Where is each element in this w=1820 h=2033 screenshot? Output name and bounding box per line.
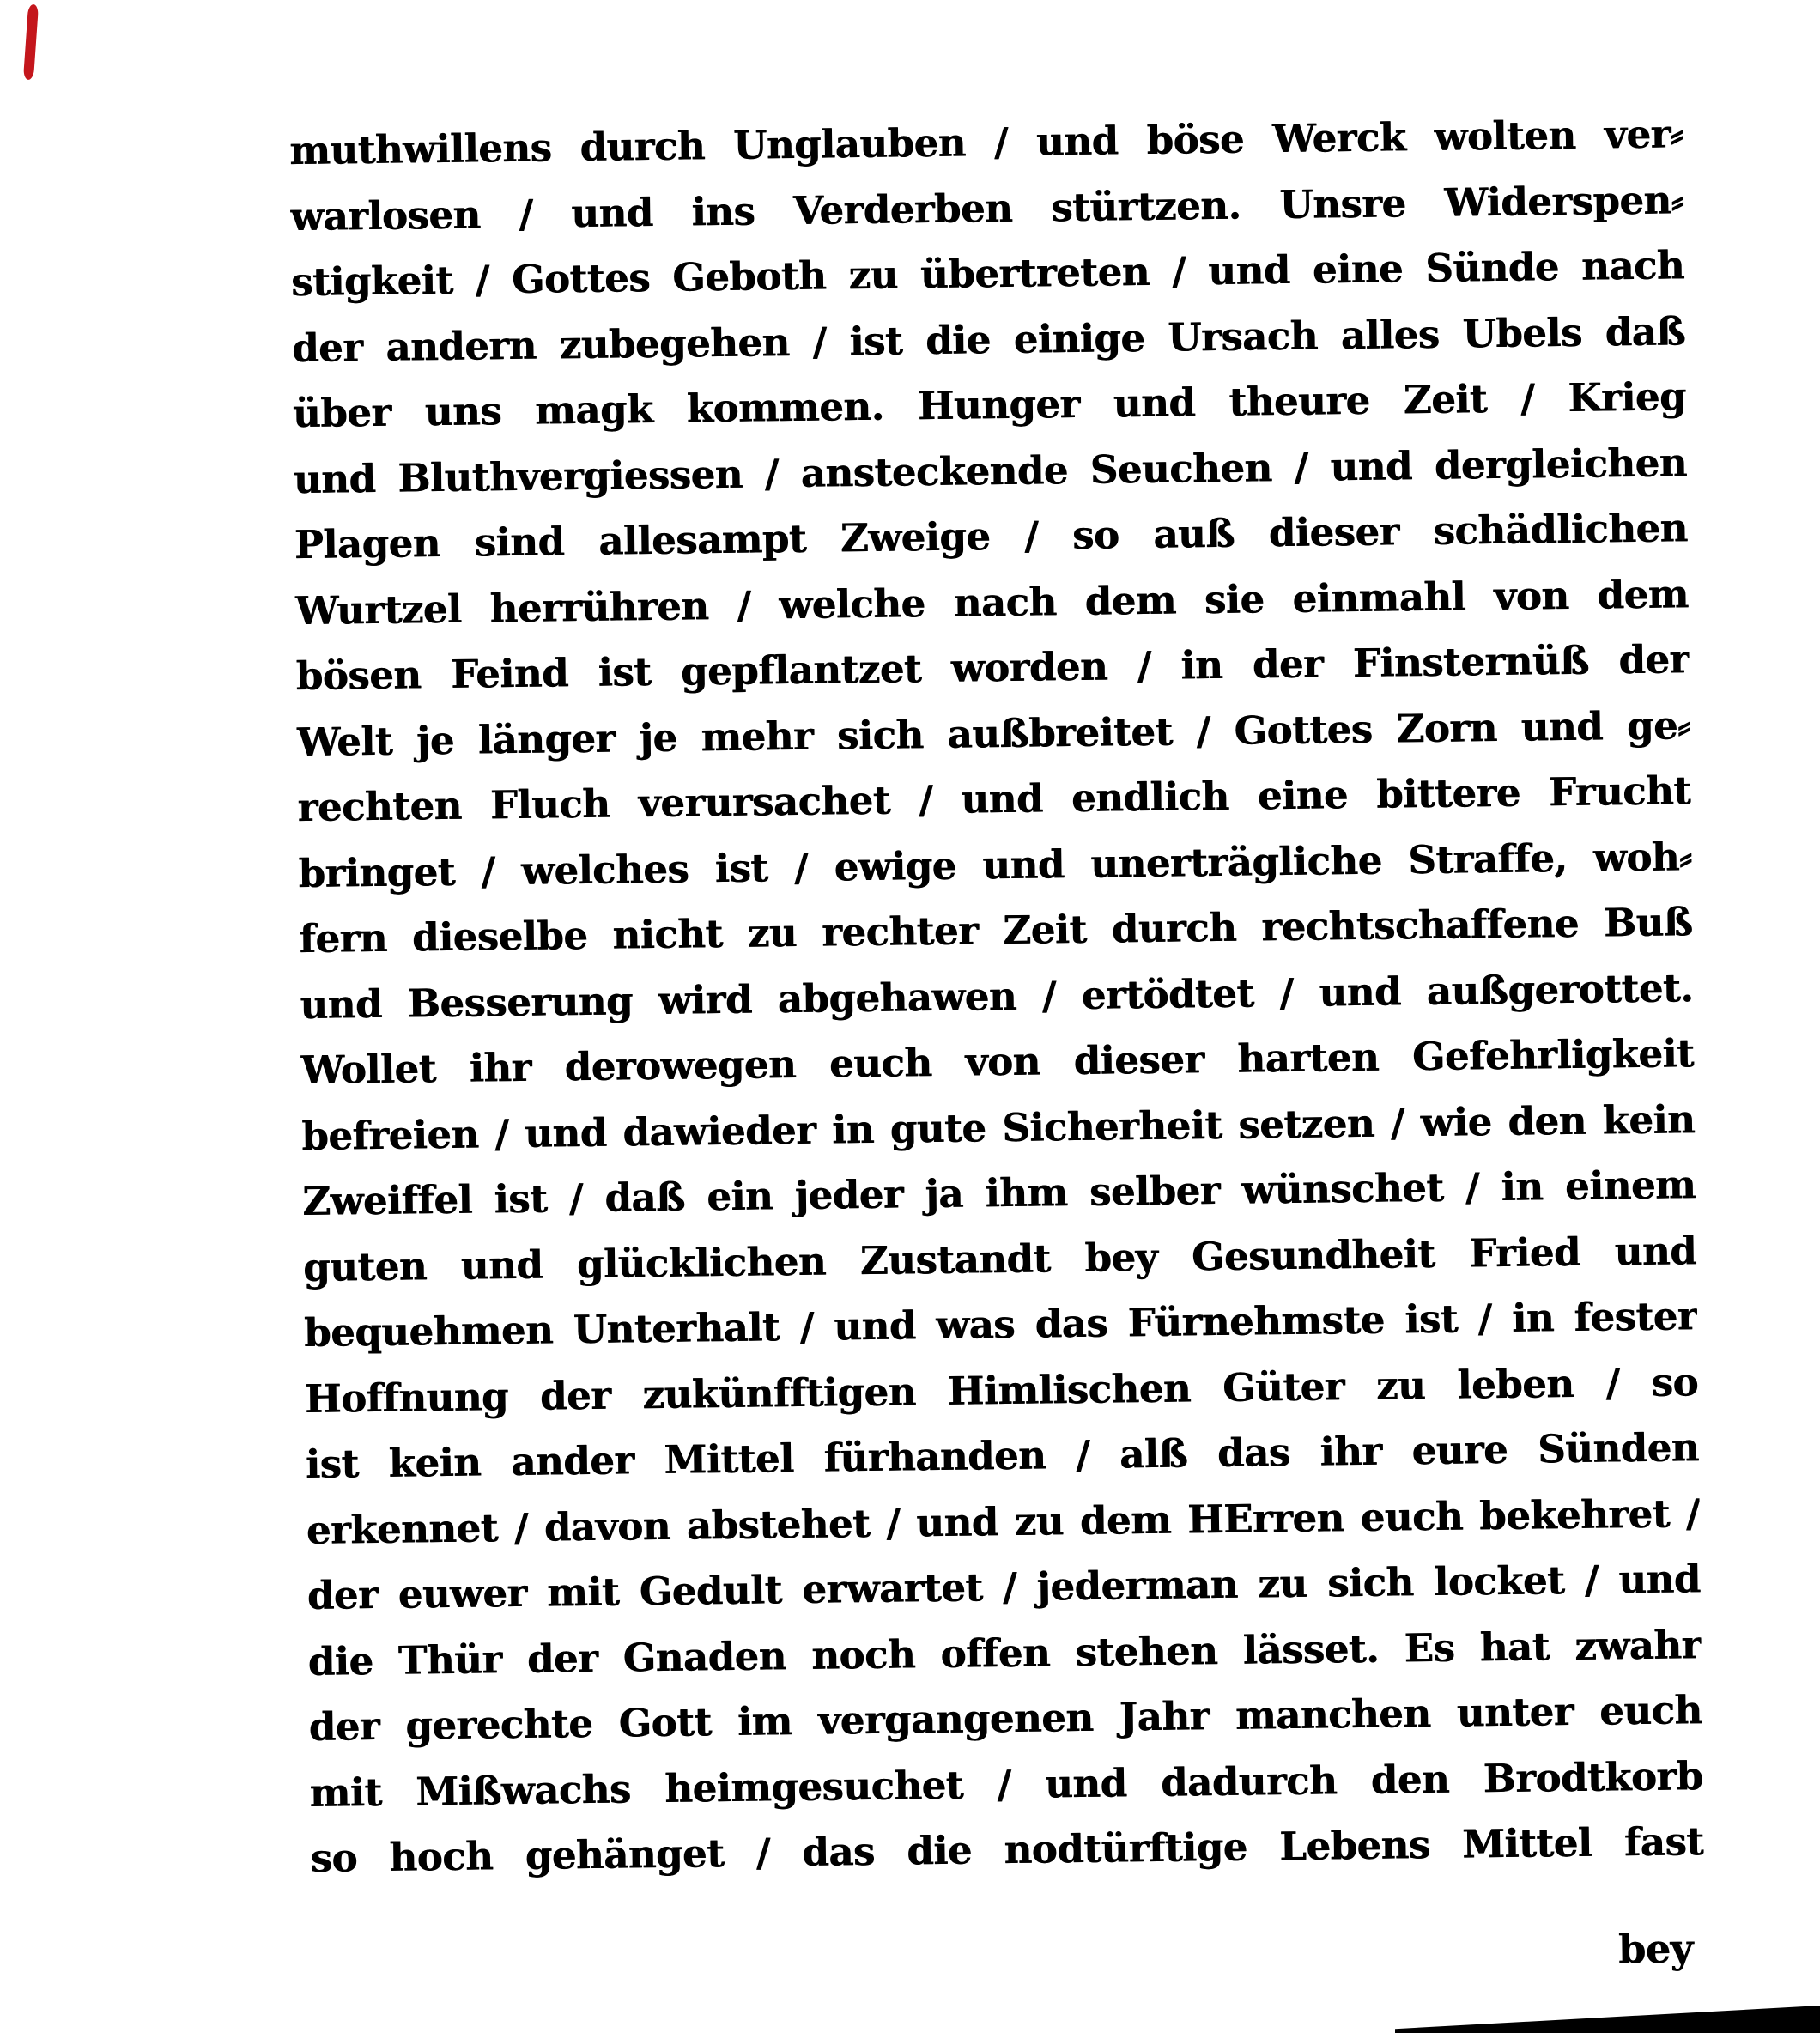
text-block [289,101,1704,1891]
red-pen-mark [23,4,39,81]
text-line: mit Mißwachs heimgesuchet / und dadurch den Brodtkorb [309,1752,1703,1816]
text-line: ist kein ander Mittel fürhanden / alß das ihr eure Sünden [305,1424,1700,1488]
text-line: so hoch gehänget / das die nodtürftige Lebens Mittel fast [310,1818,1704,1882]
text-line: über uns magk kommen. Hunger und theure Zeit / Krieg [292,373,1687,437]
text-line: der andern zubegehen / ist die einige Ursach alles Ubels daß [291,307,1686,371]
text-line: der gerechte Gott im vergangenen Jahr manchen unter euch [308,1687,1702,1751]
text-line: warlosen / und ins Verderben stürtzen. Unsre Widerspen⸗ [289,176,1684,240]
text-line: fern dieselbe nicht zu rechter Zeit durch rechtschaffene Buß [299,899,1693,962]
text-line: Wollet ihr derowegen euch von dieser harten Gefehrligkeit [300,1030,1695,1094]
text-line: Welt je länger je mehr sich außbreitet / Gottes Zorn und ge⸗ [296,701,1690,765]
text-line: erkennet / davon abstehet / und zu dem HErren euch bekehret / [306,1490,1701,1553]
text-line: und Bluthvergiessen / ansteckende Seuchen / und dergleichen [293,439,1688,502]
text-line: rechten Fluch verursachet / und endlich eine bittere Frucht [297,768,1691,831]
text-line: bequehmen Unterhalt / und was das Fürnehmste ist / in fester [303,1293,1698,1356]
text-line: Wurtzel herrühren / welche nach dem sie einmahl von dem [294,570,1689,634]
text-line: Hoffnung der zukünfftigen Himlischen Güter zu leben / so [304,1358,1699,1422]
catchword: bey [1618,1925,1694,1973]
text-line: die Thür der Gnaden noch offen stehen lässet. Es hat zwahr [307,1621,1702,1684]
text-line: Plagen sind allesampt Zweige / so auß dieser schädlichen [294,505,1689,568]
text-line: bringet / welches ist / ewige und unerträgliche Straffe, woh⸗ [298,833,1692,896]
text-line: muthwillens durch Unglauben / und böse Werck wolten ver⸗ [288,111,1684,174]
text-line: Zweiffel ist / daß ein jeder ja ihm selber wünschet / in einem [301,1162,1696,1225]
text-line: bösen Feind ist gepflantzet worden / in der Finsternüß der [295,636,1690,700]
text-line: der euwer mit Gedult erwartet / jederman zu sich locket / und [306,1556,1701,1619]
text-line: guten und glücklichen Zustandt bey Gesundheit Fried und [302,1227,1697,1290]
text-line: und Besserung wird abgehawen / ertödtet / und außgerottet. [300,964,1694,1028]
text-line: stigkeit / Gottes Geboth zu übertreten / und eine Sünde nach [290,242,1685,306]
text-line: befreien / und dawieder in gute Sicherheit setzen / wie den kein [300,1095,1696,1159]
scan-edge-artifact [1395,2004,1820,2033]
